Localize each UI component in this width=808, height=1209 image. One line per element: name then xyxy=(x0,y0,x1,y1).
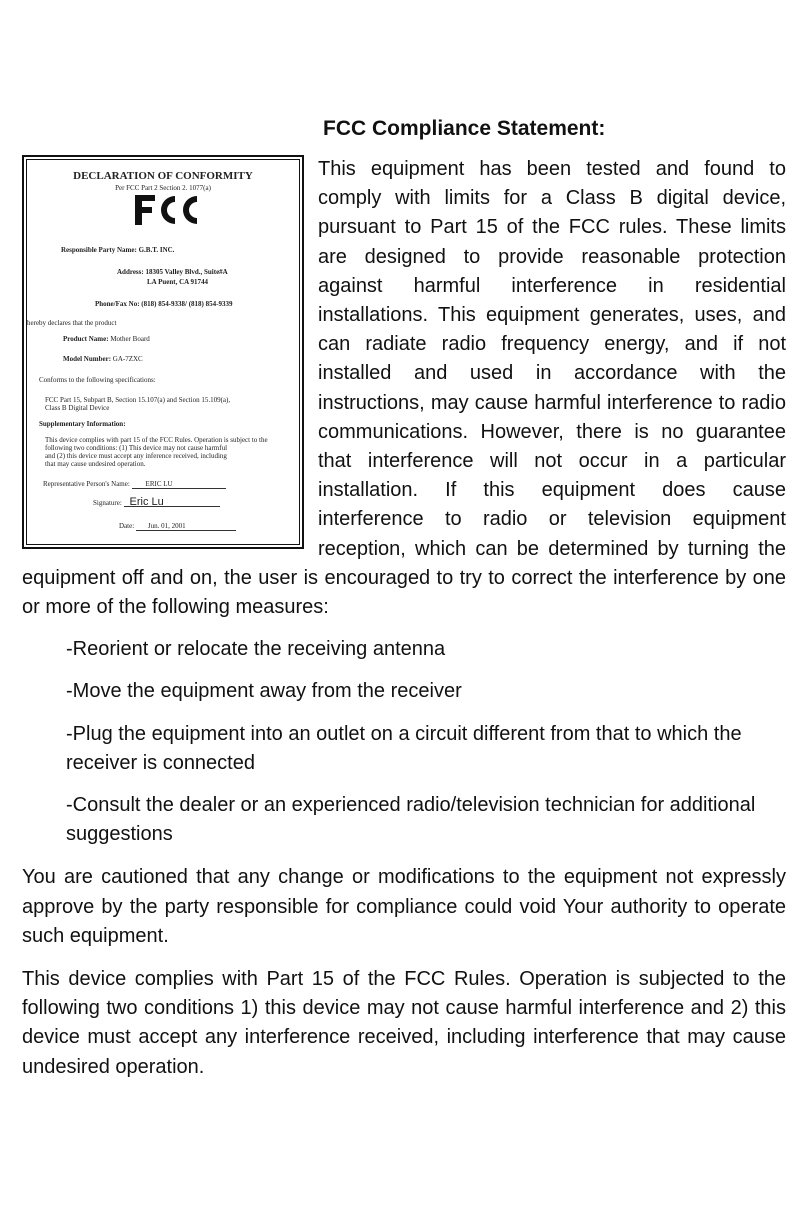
caution-paragraph: You are cautioned that any change or modifications to the equipment not expressly approve by the party responsible for compliance could void Your authority to operate such equipment. xyxy=(22,866,786,947)
fcc-logo-icon xyxy=(131,192,201,228)
model-number: Model Number: GA-7ZXC xyxy=(63,355,143,363)
spec-line2: Class B Digital Device xyxy=(45,404,110,412)
signature: Signature: Eric Lu xyxy=(93,498,220,507)
supp-line2: following two conditions: (1) This device may not cause harmful xyxy=(45,444,228,452)
compliance-paragraph: This device complies with Part 15 of the FCC Rules. Operation is subjected to the following two conditions 1) this device may not cause harmful interference and 2) this device must accept any interference received, including interference that may cause undesired operation. xyxy=(22,968,786,1078)
measures-list xyxy=(66,635,786,849)
list-item: -Plug the equipment into an outlet on a circuit different from that to which the receiver is connected xyxy=(66,722,742,774)
declaration-of-conformity xyxy=(22,155,304,549)
supp-line4: that may cause undesired operation. xyxy=(45,460,146,468)
supp-line1: This device complies with part 15 of the FCC Rules. Operation is subject to the xyxy=(45,436,268,444)
representative-name: Representative Person's Name: ERIC LU xyxy=(43,480,226,489)
product-name: Product Name: Mother Board xyxy=(63,335,150,343)
list-item: -Consult the dealer or an experienced radio/television technician for additional suggestions xyxy=(66,794,756,846)
address-line2: LA Puent, CA 91744 xyxy=(147,278,209,286)
signature-handwritten: Eric Lu xyxy=(124,498,220,507)
declares-text: hereby declares that the product xyxy=(27,319,117,327)
conforms-text: Conforms to the following specifications: xyxy=(39,376,156,384)
list-item: -Reorient or relocate the receiving antenna xyxy=(66,638,446,661)
intro-paragraph: This equipment has been tested and found to comply with limits for a Class B digital device, pursuant to Part 15 of the FCC rules. These limits are designed to provide reasonable protection against harmful interference in residential installations. This equipment generates, uses, and can radiate radio frequency energy, and if not installed and used in accordance with the instructions, may cause harmful interference to radio communications. However, there is no guarantee that interference will not occur in a particular installation. If this equipment does cause interference to radio or television equipment reception, which can be determined by turning the equipment off and on, the user is encouraged to try to correct the interference by one or more of the following measures: xyxy=(22,158,786,619)
responsible-party: Responsible Party Name: G.B.T. INC. xyxy=(61,246,175,254)
list-item: -Move the equipment away from the receiver xyxy=(66,680,462,703)
date: Date: Jun. 01, 2001 xyxy=(119,522,236,531)
body-text xyxy=(22,155,786,1082)
declaration-subtitle: Per FCC Part 2 Section 2. 1077(a) xyxy=(115,184,211,192)
phone-fax: Phone/Fax No: (818) 854-9338/ (818) 854-9339 xyxy=(95,300,233,308)
declaration-title: DECLARATION OF CONFORMITY xyxy=(73,170,253,182)
address: Address: 18305 Valley Blvd., Suite#A xyxy=(117,268,228,276)
supplementary-label: Supplementary Information: xyxy=(39,420,126,428)
spec-line1: FCC Part 15, Subpart B, Section 15.107(a) and Section 15.109(a), xyxy=(45,396,231,404)
page-title: FCC Compliance Statement: xyxy=(323,117,606,140)
supp-line3: and (2) this device must accept any inference received, including xyxy=(45,452,227,460)
